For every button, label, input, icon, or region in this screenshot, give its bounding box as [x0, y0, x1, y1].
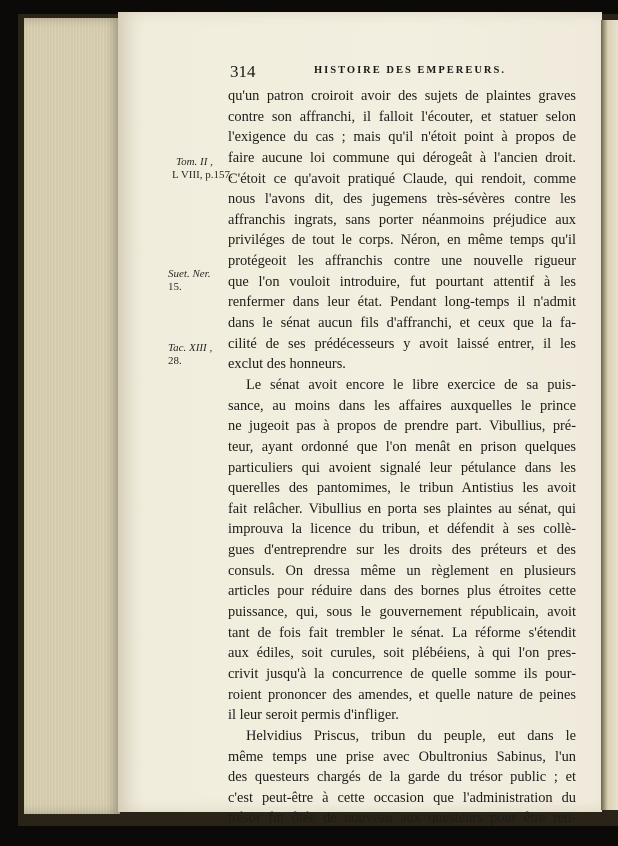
text-line: affranchis ingrats, sans porter néanmoins préjudice aux: [228, 211, 576, 228]
text-line: priviléges de tout le corps. Néron, en même temps qu'il: [228, 232, 576, 249]
text-line: qu'un patron croiroit avoir des sujets de plaintes graves: [228, 88, 576, 104]
margin-note-line: Tac. XIII ,: [168, 342, 213, 354]
margin-note: [168, 268, 210, 294]
text-line: fait relâcher. Vibullius en porta ses plaintes au sénat, qui: [228, 500, 576, 517]
margin-note-line: L VIII, p.157.: [172, 169, 233, 181]
text-line: faire aucune loi commune qui dérogeât à l'ancien droit.: [228, 149, 576, 166]
text-line: que l'on vouloit introduire, fut pourtant attentif à les: [228, 273, 576, 290]
text-line: Helvidius Priscus, tribun du peuple, eut dans le: [246, 727, 576, 744]
text-line: articles pour réduire dans des bornes plus étroites cette: [228, 583, 576, 600]
text-line: C'étoit ce qu'avoit pratiqué Claude, qui rendoit, comme: [228, 170, 576, 187]
text-line: sance, au moins dans les affaires auxquelles le prince: [228, 397, 576, 414]
text-line: querelles des pantomimes, le tribun Antistius les avoit: [228, 480, 576, 497]
facing-page-edge: [601, 20, 618, 810]
text-line: teur, ayant ordonné que l'on menât en prison quelques: [228, 438, 576, 455]
text-line: roient prononcer des amendes, et quelle nature de peines: [228, 686, 576, 703]
text-line: il leur seroit permis d'infliger.: [228, 707, 399, 724]
text-line: exclut des honneurs.: [228, 356, 346, 373]
margin-note-line: 15.: [168, 281, 182, 293]
text-line: crivit jusqu'à la concurrence de quelle somme ils pour-: [228, 665, 576, 682]
text-line: des questeurs chargés de la garde du trésor public ; et: [228, 769, 576, 786]
text-line: contre son affranchi, il falloit l'écouter, et statuer selon: [228, 108, 576, 125]
text-line: ne jugeoit pas à propos de prendre part. Vibullius, pré-: [228, 418, 576, 435]
running-head: HISTOIRE DES EMPEREURS.: [314, 65, 506, 76]
text-line: particuliers qui avoient signalé leur pétulance dans les: [228, 459, 576, 476]
margin-note: [168, 342, 212, 368]
text-line: trésor fut ôtée de nouveau aux questeurs pour être ren-: [228, 810, 576, 827]
text-line: renfermer dans leur état. Pendant long-temps il n'admit: [228, 294, 576, 311]
text-line: aux édiles, soit curules, soit plébéiens, à qui l'on pres-: [228, 645, 576, 662]
margin-note-line: 28.: [168, 355, 182, 367]
text-line: dans le sénat aucun fils d'affranchi, et ceux que la fa-: [228, 315, 576, 332]
text-line: l'exigence du cas ; mais qu'il n'étoit point à propos de: [228, 129, 576, 146]
text-line: improuva la licence du tribun, et défendit à ses collè-: [228, 521, 576, 538]
margin-note-line: Tom. II ,: [176, 156, 213, 168]
margin-note-line: Suet. Ner.: [168, 268, 211, 280]
text-line: même temps une prise avec Obultronius Sabinus, l'un: [228, 748, 576, 765]
text-line: c'est peut-être à cette occasion que l'administration du: [228, 789, 576, 806]
page-edges: [24, 18, 120, 814]
text-line: protégeoit les affranchis contre une nouvelle rigueur: [228, 253, 576, 270]
margin-note: [172, 156, 233, 182]
text-line: cilité de ses prédécesseurs y avoit laissé entrer, il les: [228, 335, 576, 352]
text-line: tant de fois fait trembler le sénat. La réforme s'étendit: [228, 624, 576, 641]
page-header: [230, 62, 580, 82]
body-text: [228, 86, 576, 829]
text-line: puissance, qui, sous le gouvernement républicain, avoit: [228, 604, 576, 621]
text-line: Le sénat avoit encore le libre exercice de sa puis-: [246, 376, 576, 393]
text-line: nous l'avons dit, des jugemens très-sévères contre les: [228, 191, 576, 208]
page-number: 314: [230, 62, 256, 81]
text-line: consuls. On dressa même un règlement en plusieurs: [228, 562, 576, 579]
text-line: gues d'entreprendre sur les droits des préteurs et des: [228, 542, 576, 559]
